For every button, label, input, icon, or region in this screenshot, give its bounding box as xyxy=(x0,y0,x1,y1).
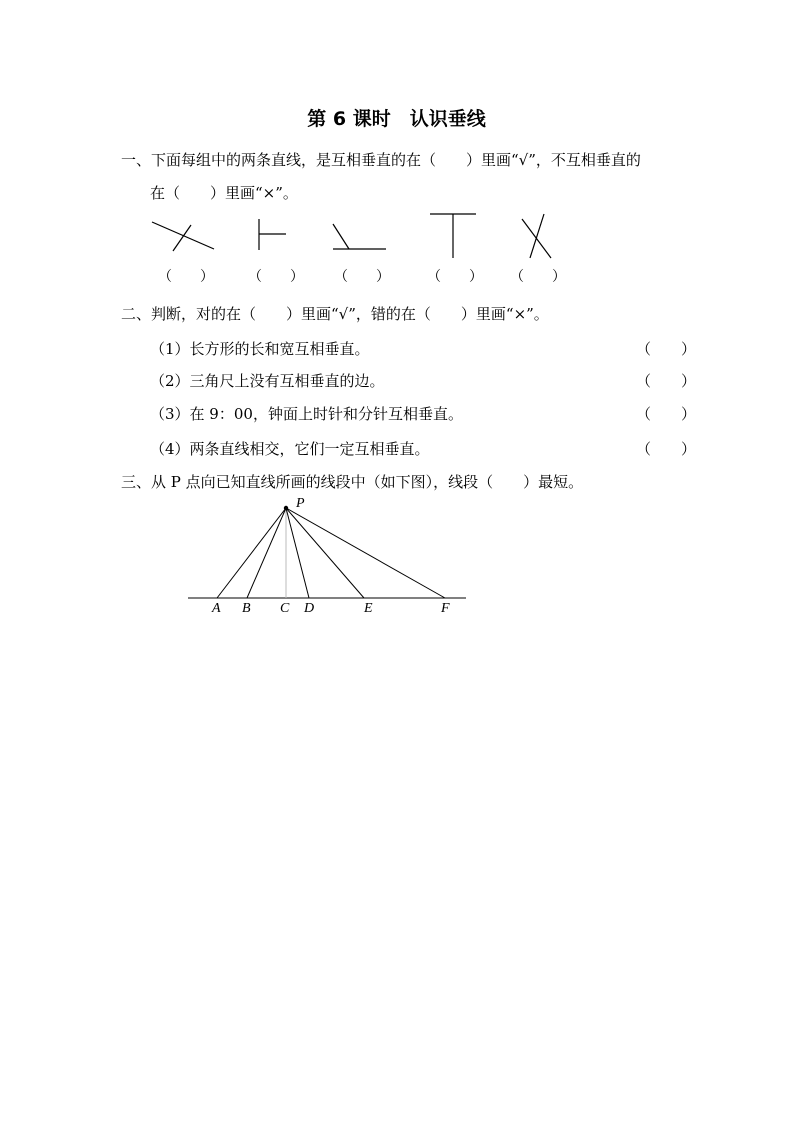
q2-item-1: （1）长方形的长和宽互相垂直。 xyxy=(150,340,370,358)
q1-figure-2 xyxy=(259,219,286,250)
q1-blank-1[interactable]: （ ） xyxy=(158,269,214,285)
q3-point-p-label: P xyxy=(296,496,305,511)
q2-item-2-blank[interactable]: （ ） xyxy=(636,372,697,390)
q1-figure-5 xyxy=(522,214,551,258)
q1-prompt-line2: 在（ ）里画“×”。 xyxy=(150,184,298,202)
q3-label-c: C xyxy=(280,601,290,616)
q1-prompt-line1: 一、下面每组中的两条直线，是互相垂直的在（ ）里画“√”，不互相垂直的 xyxy=(121,151,641,169)
q3-segment-pf xyxy=(286,508,445,598)
q1-figure-3 xyxy=(333,224,386,249)
q3-label-b: B xyxy=(242,601,251,616)
q2-item-4-blank[interactable]: （ ） xyxy=(636,440,697,458)
q3-label-a: A xyxy=(212,601,221,616)
q1-figure-1 xyxy=(152,222,214,251)
q2-item-4: （4）两条直线相交，它们一定互相垂直。 xyxy=(150,440,430,458)
q2-item-1-blank[interactable]: （ ） xyxy=(636,340,697,358)
q2-item-2: （2）三角尺上没有互相垂直的边。 xyxy=(150,372,385,390)
q1-blank-4[interactable]: （ ） xyxy=(427,269,483,285)
q1-fig5-line-b xyxy=(530,214,544,258)
q1-fig1-line-a xyxy=(152,222,214,249)
q1-blank-5[interactable]: （ ） xyxy=(510,269,566,285)
q2-prompt: 二、判断，对的在（ ）里画“√”，错的在（ ）里画“×”。 xyxy=(121,305,549,323)
q2-item-3: （3）在 9：00，钟面上时针和分针互相垂直。 xyxy=(150,405,463,423)
q3-label-d: D xyxy=(304,601,315,616)
q1-fig3-slanted xyxy=(333,224,349,249)
q3-label-e: E xyxy=(364,601,373,616)
page-title: 第 6 课时 认识垂线 xyxy=(307,108,486,130)
q3-segment-pb xyxy=(247,508,286,598)
q1-blank-2[interactable]: （ ） xyxy=(248,269,304,285)
q1-figure-4 xyxy=(430,214,476,258)
q3-prompt: 三、从 P 点向已知直线所画的线段中（如下图），线段（ ）最短。 xyxy=(121,473,584,491)
q2-item-3-blank[interactable]: （ ） xyxy=(636,405,697,423)
q1-blank-3[interactable]: （ ） xyxy=(334,269,390,285)
q3-label-f: F xyxy=(441,601,450,616)
q3-point-p-dot xyxy=(284,506,288,510)
q3-segment-pa xyxy=(217,508,286,598)
q3-diagram xyxy=(188,506,466,598)
